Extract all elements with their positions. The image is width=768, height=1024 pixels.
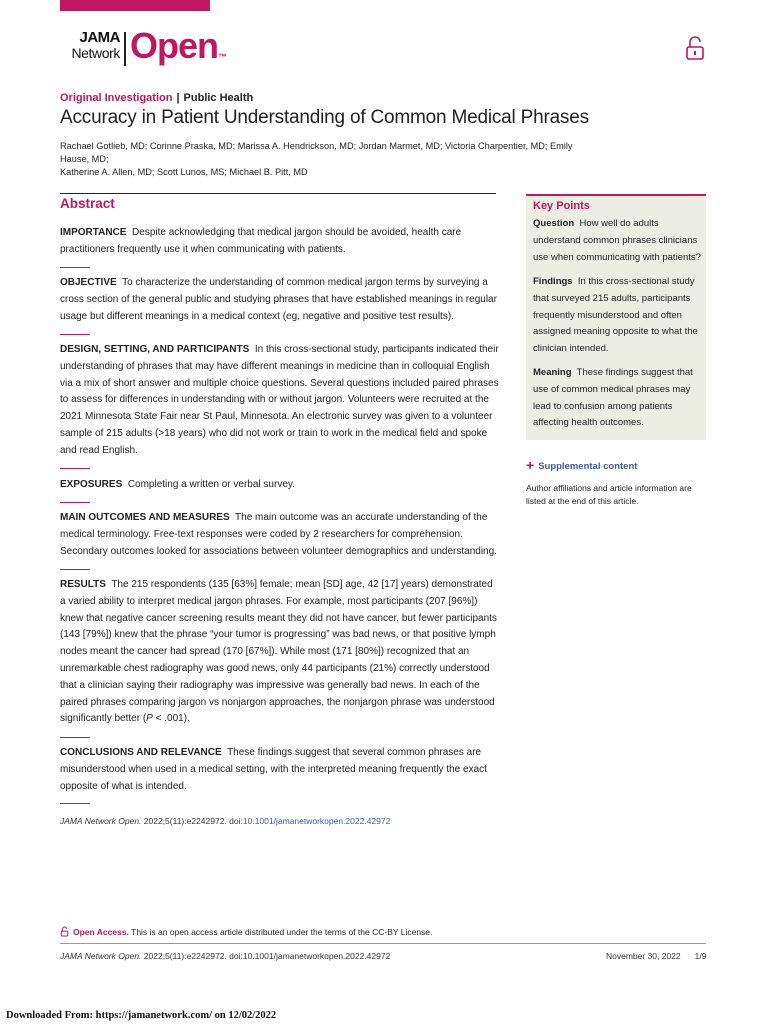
open-lock-icon — [60, 926, 69, 937]
top-accent-bar — [60, 0, 210, 11]
objective-label: OBJECTIVE — [60, 277, 117, 288]
importance-text: Despite acknowledging that medical jargon should be avoided, health care practitioners frequently use it when communicating with patients. — [60, 227, 462, 255]
download-stamp: Downloaded From: https://jamanetwork.com/ on 12/02/2022 — [6, 1010, 277, 1021]
logo-jama-text: JAMA — [79, 29, 120, 46]
authors-line-1: Rachael Gotlieb, MD; Corinne Praska, MD; Marissa A. Hendrickson, MD; Jordan Marmet, MD; Victoria Charpentier, MD; Emily Hause, MD; — [60, 141, 573, 164]
conclusions-label: CONCLUSIONS AND RELEVANCE — [60, 747, 222, 758]
citation-ref: 2022;5(11):e2242972. doi: — [143, 816, 243, 826]
abstract-outcomes — [60, 510, 500, 560]
open-access-label[interactable]: Open Access. — [73, 927, 129, 937]
exposures-text: Completing a written or verbal survey. — [127, 479, 295, 490]
abstract-exposures — [60, 477, 500, 494]
meaning-text: These findings suggest that use of common medical phrases may lead to confusion among patients affecting health outcomes. — [533, 367, 693, 429]
section-divider — [60, 502, 90, 503]
key-points-question — [533, 216, 703, 266]
abstract-results — [60, 577, 500, 728]
abstract-importance — [60, 225, 500, 259]
footer-ref: 2022;5(11):e2242972. doi:10.1001/jamanetworkopen.2022.42972 — [143, 951, 391, 961]
key-points-findings — [533, 274, 703, 358]
section-divider — [60, 803, 90, 804]
author-list — [60, 140, 600, 179]
footer-date: November 30, 2022 — [606, 951, 681, 961]
footer-journal: JAMA Network Open. — [60, 951, 142, 961]
section-divider — [60, 267, 90, 268]
open-access-notice — [60, 926, 432, 938]
section-divider — [60, 569, 90, 570]
footer-citation — [60, 951, 390, 961]
question-label: Question — [533, 218, 575, 229]
results-label: RESULTS — [60, 579, 106, 590]
meaning-label: Meaning — [533, 367, 572, 378]
abstract-design — [60, 342, 500, 460]
results-text: The 215 respondents (135 [63%] female; mean [SD] age, 42 [17] years) demonstrated a varied ability to interpret medical jargon phrases. For example, most participants (207 [96%]) knew that negative cancer screening results meant they did not have cancer, but fewer participants (143 [79%]) knew that the phrase “your tumor is progressing” was bad news, or that positive lymph nodes meant the cancer had spread (170 [67%]). While most (171 [80%]) recognized that an unremarkable chest radiography was good news, only 44 participants (21%) correctly understood that a clinician saying their radiography was impressive was generally bad news. In each of the paired phrases comparing jargon vs nonjargon approaches, the nonjargon phrase was understood significantly better ( — [60, 579, 497, 725]
design-text: In this cross-sectional study, participants indicated their understanding of phrases that may have different meanings in medicine than in colloquial English via a mix of short answer and multiple choice questions. Several questions included paired phrases to assess for differences in understanding with or without jargon. Volunteers were recruited at the 2021 Minnesota State Fair near St Paul, Minnesota. An electronic survey was given to a volunteer sample of 215 adults (>18 years) who did not work or train to work in the medical field and spoke and read English. — [60, 344, 499, 456]
question-text: How well do adults understand common phrases clinicians use when communicating with patients? — [533, 218, 701, 263]
results-p-value: < .001). — [152, 713, 190, 725]
findings-label: Findings — [533, 276, 573, 287]
key-points-heading: Key Points — [533, 200, 590, 212]
abstract-conclusions — [60, 745, 500, 795]
abstract-top-rule — [60, 193, 496, 194]
abstract-heading: Abstract — [60, 196, 115, 211]
results-p-symbol: P — [146, 713, 153, 725]
page-number: 1/9 — [694, 951, 707, 961]
section-divider — [60, 468, 90, 469]
logo-divider — [124, 32, 126, 66]
article-topic[interactable]: Public Health — [183, 92, 254, 104]
outcomes-text: The main outcome was an accurate understanding of the medical terminology. Free-text responses were coded by 2 researchers for comprehension. Secondary outcomes looked for associations between volunteer demographics and understanding. — [60, 512, 497, 557]
footer-date-page — [606, 951, 707, 961]
category-separator: | — [176, 92, 180, 104]
article-title: Accuracy in Patient Understanding of Common Medical Phrases — [60, 107, 589, 128]
section-divider — [60, 334, 90, 335]
open-access-text: This is an open access article distributed under the terms of the CC-BY License. — [131, 927, 433, 937]
article-category — [60, 91, 253, 105]
logo-network-text: Network — [71, 45, 120, 61]
outcomes-label: MAIN OUTCOMES AND MEASURES — [60, 512, 230, 523]
exposures-label: EXPOSURES — [60, 479, 123, 490]
citation-journal: JAMA Network Open. — [60, 816, 142, 826]
open-lock-icon[interactable] — [684, 35, 706, 61]
importance-label: IMPORTANCE — [60, 227, 127, 238]
key-points-meaning — [533, 365, 703, 432]
footer-rule — [60, 943, 706, 944]
conclusions-text: These findings suggest that several common phrases are misunderstood when used in a medical setting, with the interpreted meaning frequently the exact opposite of what is intended. — [60, 747, 487, 792]
supplemental-label: Supplemental content — [538, 461, 638, 472]
section-divider — [60, 737, 90, 738]
supplemental-content-link[interactable] — [526, 458, 637, 474]
findings-text: In this cross-sectional study that surveyed 215 adults, participants frequently misunderstood and often assigned meaning opposite to what the clinician intended. — [533, 276, 698, 355]
citation-doi-link[interactable]: 10.1001/jamanetworkopen.2022.42972 — [242, 816, 391, 826]
author-affiliations-note: Author affiliations and article information are listed at the end of this article. — [526, 483, 692, 506]
article-citation — [60, 815, 390, 827]
abstract-objective — [60, 275, 500, 325]
logo-open-text: Open™ — [130, 25, 227, 66]
design-label: DESIGN, SETTING, AND PARTICIPANTS — [60, 344, 250, 355]
plus-icon: + — [526, 457, 535, 473]
objective-text: To characterize the understanding of common medical jargon terms by surveying a cross section of the general public and studying phrases that have established meanings in regular usage but different meanings in a medical context (eg, negative and positive test results). — [60, 277, 497, 322]
article-type[interactable]: Original Investigation — [60, 92, 173, 104]
authors-line-2: Katherine A. Allen, MD; Scott Lunos, MS; Michael B. Pitt, MD — [60, 167, 308, 177]
